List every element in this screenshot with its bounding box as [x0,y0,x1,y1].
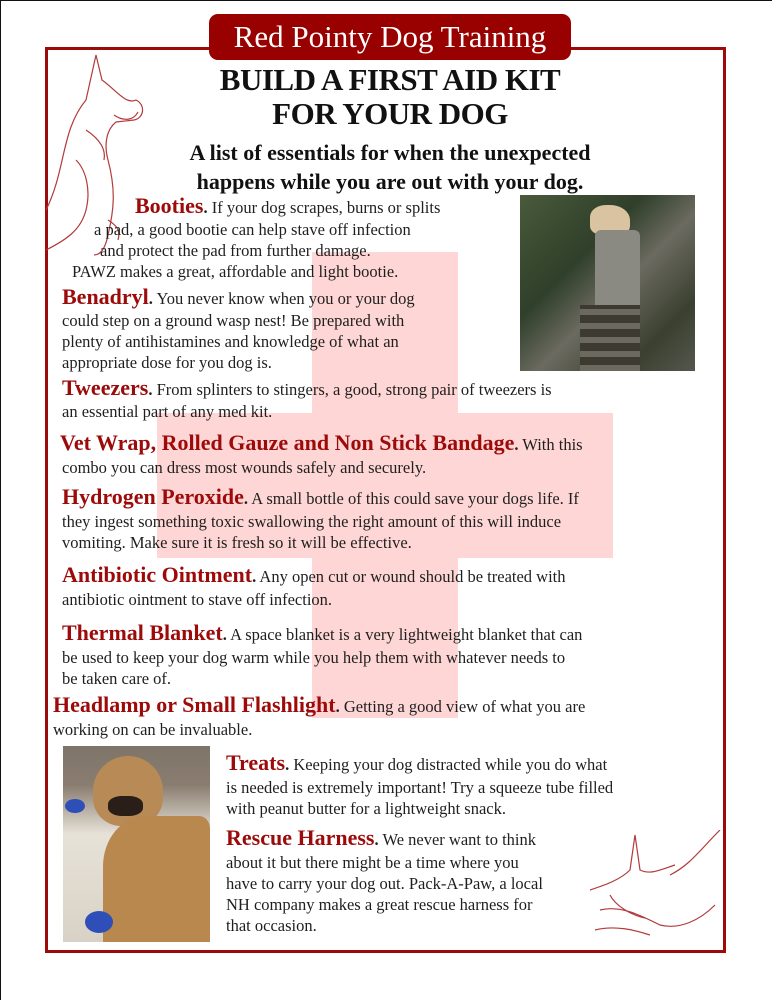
item-text: working on can be invaluable. [53,720,253,739]
item-text: NH company makes a great rescue harness for [226,895,533,914]
page-title-line1: BUILD A FIRST AID KIT [219,62,561,97]
item-heading: Headlamp or Small Flashlight [53,692,336,717]
item-text: a pad, a good bootie can help stave off infection [94,220,411,239]
item-text: be taken care of. [62,669,172,688]
item-text: an essential part of any med kit. [62,402,273,421]
item-tweezers: Tweezers. From splinters to stingers, a good, strong pair of tweezers is [62,375,552,400]
item-text: they ingest something toxic swallowing the right amount of this will induce [62,512,562,531]
item-text: vomiting. Make sure it is fresh so it will be effective. [62,533,412,552]
item-text: and protect the pad from further damage. [100,241,371,260]
item-thermal-blanket: Thermal Blanket. A space blanket is a very lightweight blanket that can [62,620,583,645]
item-heading: Rescue Harness [226,825,375,850]
item-text: that occasion. [226,916,317,935]
item-text: antibiotic ointment to stave off infection. [62,590,333,609]
item-text: about it but there might be a time where you [226,853,519,872]
item-heading: Treats [226,750,286,775]
subtitle-line1: A list of essentials for when the unexpected [189,140,591,165]
item-heading: Booties [135,193,204,218]
item-hydrogen-peroxide: Hydrogen Peroxide. A small bottle of this could save your dogs life. If [62,484,579,509]
item-vet-wrap: Vet Wrap, Rolled Gauze and Non Stick Bandage. With this [60,430,583,455]
item-text: is needed is extremely important! Try a squeeze tube filled [226,778,614,797]
item-heading: Vet Wrap, Rolled Gauze and Non Stick Bandage [60,430,515,455]
item-antibiotic-ointment: Antibiotic Ointment. Any open cut or wound should be treated with [62,562,566,587]
item-heading: Thermal Blanket [62,620,223,645]
photo-hiker-carrying-dog [520,195,695,371]
item-text: appropriate dose for you dog is. [62,353,272,372]
item-heading: Hydrogen Peroxide [62,484,244,509]
item-text: be used to keep your dog warm while you help them with whatever needs to [62,648,566,667]
item-heading: Tweezers [62,375,149,400]
brand-banner: Red Pointy Dog Training [209,14,571,60]
photo-dog-on-blanket [63,746,210,942]
subtitle-line2: happens while you are out with your dog. [196,169,584,194]
item-rescue-harness: Rescue Harness. We never want to think [226,825,536,850]
item-booties: Booties. If your dog scrapes, burns or splits [135,193,441,218]
item-heading: Benadryl [62,284,149,309]
item-text: PAWZ makes a great, affordable and light bootie. [72,262,399,281]
item-headlamp: Headlamp or Small Flashlight. Getting a good view of what you are [53,692,586,717]
item-text: plenty of antihistamines and knowledge of what an [62,332,399,351]
page-title-line2: FOR YOUR DOG [272,96,508,131]
item-text: combo you can dress most wounds safely and securely. [62,458,427,477]
item-heading: Antibiotic Ointment [62,562,253,587]
item-treats: Treats. Keeping your dog distracted while you do what [226,750,608,775]
item-benadryl: Benadryl. You never know when you or your dog [62,284,415,309]
item-text: with peanut butter for a lightweight snack. [226,799,506,818]
item-text: have to carry your dog out. Pack-A-Paw, a local [226,874,543,893]
item-text: could step on a ground wasp nest! Be prepared with [62,311,405,330]
dog-sketch-icon [590,830,725,945]
